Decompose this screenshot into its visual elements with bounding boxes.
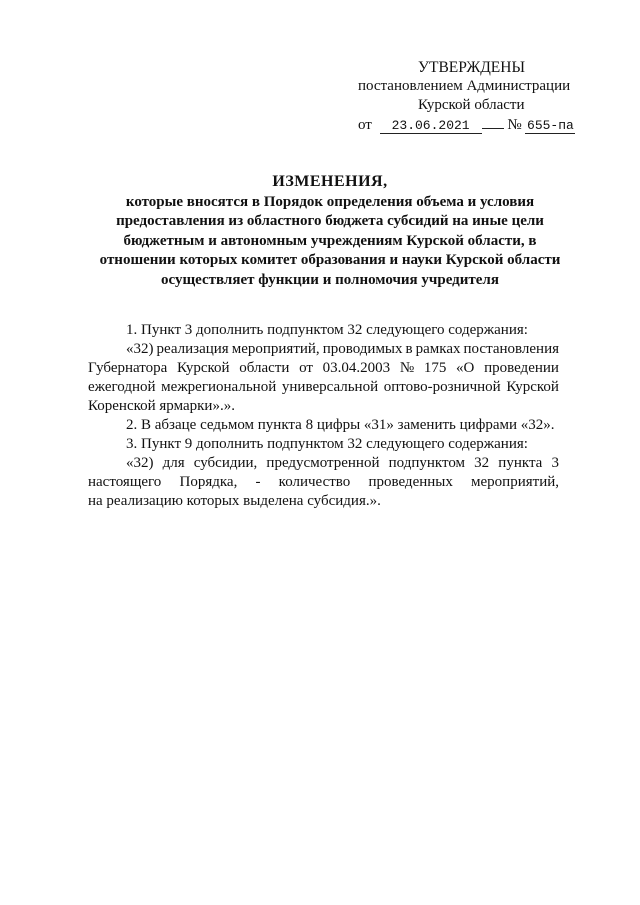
word: ежегодной	[88, 379, 156, 395]
word: Порядка,	[179, 474, 238, 490]
word: 03.04.2003	[322, 360, 391, 376]
paragraph-5-line-2	[88, 473, 559, 492]
heading-line-3: бюджетным и автономным учреждениям Курской области, в	[123, 232, 537, 249]
document-body	[88, 321, 559, 511]
word: для	[162, 455, 185, 471]
paragraph-2-line-2	[88, 359, 559, 378]
word: 175	[423, 360, 447, 376]
paragraph-3: 2. В абзаце седьмом пункта 8 цифры «31» заменить цифрами «32».	[126, 417, 555, 433]
word: «32)	[126, 455, 154, 471]
word: от	[299, 360, 313, 376]
number-label: №	[507, 117, 522, 133]
approval-number: 655-па	[527, 118, 574, 133]
word: реализация	[156, 341, 229, 357]
word: Курской	[506, 379, 559, 395]
word: «О	[456, 360, 475, 376]
word: «32)	[126, 341, 154, 357]
word: области	[239, 360, 290, 376]
word: №	[399, 360, 415, 376]
paragraph-5-line-3: на реализацию которых выделена субсидия.».	[88, 493, 381, 509]
word: Курской	[177, 360, 230, 376]
date-underline-tail	[482, 115, 504, 129]
word: -	[255, 474, 261, 490]
approval-block	[340, 58, 600, 135]
word: субсидии,	[193, 455, 258, 471]
paragraph-2-line-4: Коренской ярмарки».».	[88, 398, 235, 414]
word: оптово-розничной	[383, 379, 501, 395]
word: постановления	[463, 341, 559, 357]
word: мероприятий,	[231, 341, 320, 357]
word: в	[405, 341, 413, 357]
approval-date-number-line	[340, 115, 600, 135]
word: проведении	[484, 360, 559, 376]
word: проведенных	[368, 474, 453, 490]
paragraph-5-line-1	[88, 454, 559, 473]
from-label: от	[358, 117, 372, 133]
word: количество	[278, 474, 351, 490]
heading-line-4: отношении которых комитет образования и науки Курской области	[99, 252, 561, 268]
approval-line-1: постановлением Администрации	[358, 78, 571, 94]
word: 32	[474, 455, 490, 471]
word: предусмотренной	[266, 455, 380, 471]
heading-line-2: предоставления из областного бюджета субсидий на иные цели	[116, 213, 544, 229]
approval-line-2: Курской области	[418, 97, 525, 113]
word: Губернатора	[88, 360, 168, 376]
word: пункта	[498, 455, 543, 471]
paragraph-2-line-1	[88, 340, 559, 359]
heading-title: ИЗМЕНЕНИЯ,	[272, 173, 388, 190]
paragraph-1: 1. Пункт 3 дополнить подпунктом 32 следующего содержания:	[126, 322, 528, 338]
word: подпунктом	[388, 455, 466, 471]
word: универсальной	[281, 379, 379, 395]
paragraph-4: 3. Пункт 9 дополнить подпунктом 32 следующего содержания:	[126, 436, 528, 452]
approval-title: УТВЕРЖДЕНЫ	[418, 59, 525, 76]
document-heading	[60, 172, 600, 290]
word: 3	[551, 455, 559, 471]
word: мероприятий,	[471, 474, 559, 490]
heading-line-1: которые вносятся в Порядок определения объема и условия	[125, 193, 535, 210]
heading-line-5: осуществляет функции и полномочия учредителя	[161, 271, 499, 288]
word: настоящего	[88, 474, 162, 490]
paragraph-2-line-3	[88, 378, 559, 397]
word: межрегиональной	[161, 379, 277, 395]
word: рамках	[415, 341, 461, 357]
word: проводимых	[322, 341, 403, 357]
approval-date: 23.06.2021	[380, 118, 482, 134]
